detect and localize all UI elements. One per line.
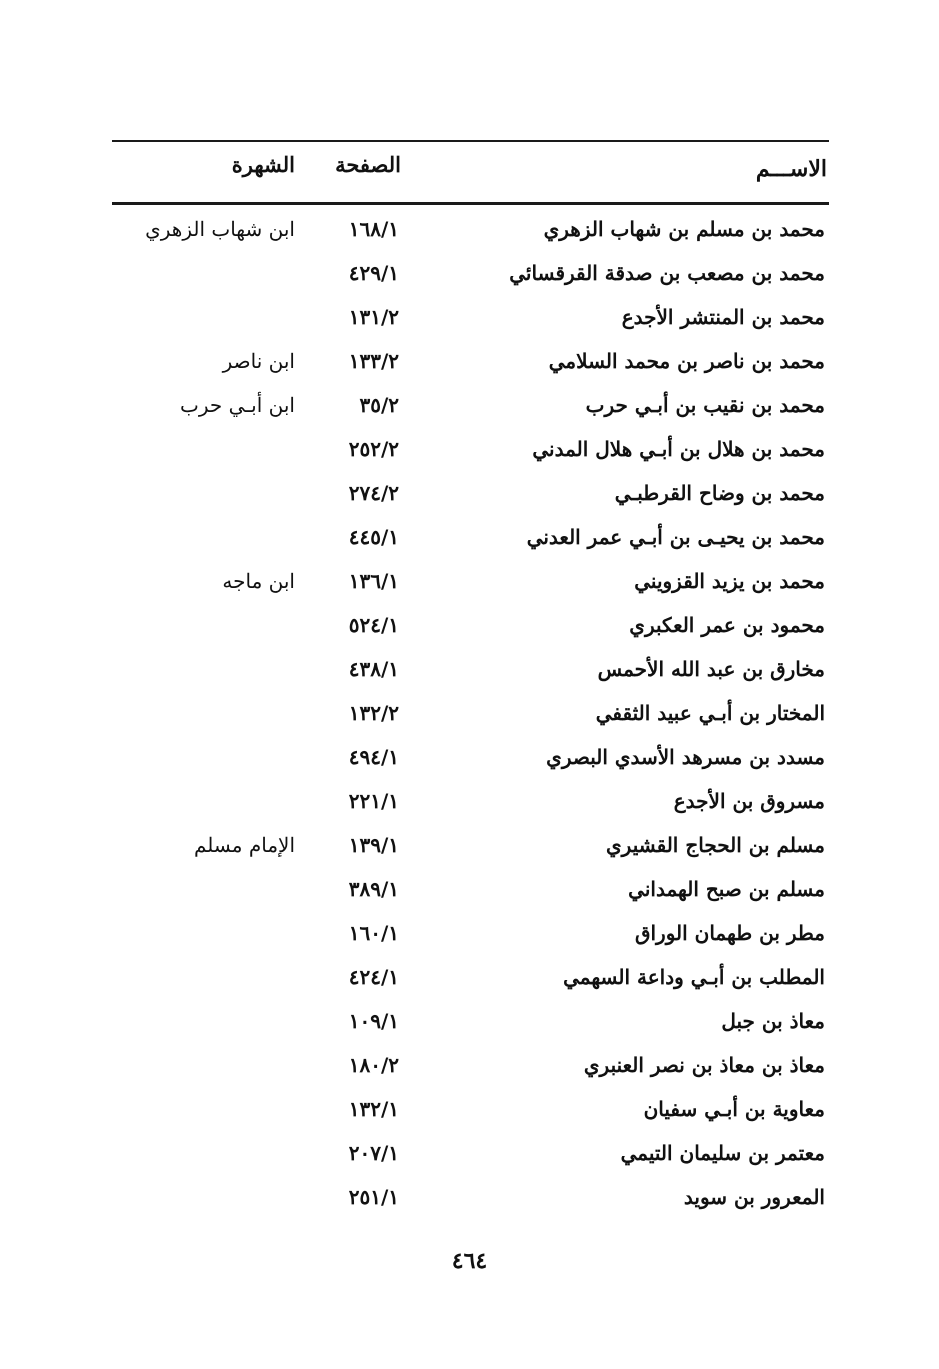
row-fame: ابن شهاب الزهري (145, 217, 295, 241)
table-row (112, 648, 829, 692)
row-name: المعرور بن سويد (683, 1185, 825, 1209)
row-name: محمد بن ناصر بن محمد السلامي (548, 349, 825, 373)
row-page: ٢٥٢/٢ (348, 437, 399, 461)
row-name: مسلم بن الحجاج القشيري (606, 833, 825, 857)
table-row (112, 1000, 829, 1044)
row-page: ١٣٦/١ (348, 569, 399, 593)
row-name: مخارق بن عبد الله الأحمس (597, 657, 825, 681)
table-row (112, 208, 829, 252)
row-name: معاوية بن أبـي سفيان (643, 1097, 825, 1121)
row-page: ١٣٢/١ (348, 1097, 399, 1121)
row-page: ٣٨٩/١ (348, 877, 399, 901)
table-row (112, 384, 829, 428)
table-row (112, 472, 829, 516)
header-page: الصفحة (335, 152, 401, 177)
table-row (112, 868, 829, 912)
row-name: محمد بن نقيب بن أبـي حرب (585, 393, 825, 417)
row-name: مسدد بن مسرهد الأسدي البصري (546, 745, 825, 769)
row-name: مطر بن طهمان الوراق (634, 921, 825, 945)
table-row (112, 428, 829, 472)
row-page: ٥٢٤/١ (348, 613, 399, 637)
row-name: معتمر بن سليمان التيمي (620, 1141, 825, 1165)
table-row (112, 560, 829, 604)
row-name: معاذ بن جبل (721, 1009, 825, 1033)
row-name: محمد بن يزيد القزويني (634, 569, 825, 593)
row-name: محمد بن يحيـى بن أبـي عمر العدني (526, 525, 825, 549)
table-header-rule (112, 202, 829, 205)
table-row (112, 912, 829, 956)
row-page: ٤٣٨/١ (348, 657, 399, 681)
table-row (112, 516, 829, 560)
row-name: محمد بن هلال بن أبـي هلال المدني (532, 437, 825, 461)
row-page: ١٦٨/١ (348, 217, 399, 241)
page-number: ٤٦٤ (451, 1248, 488, 1274)
row-name: معاذ بن معاذ بن نصر العنبري (583, 1053, 825, 1077)
row-fame: الإمام مسلم (194, 833, 295, 857)
row-fame: ابن أبـي حرب (180, 393, 295, 417)
table-row (112, 1044, 829, 1088)
row-page: ١٨٠/٢ (348, 1053, 399, 1077)
row-name: المطلب بن أبـي وداعة السهمي (563, 965, 825, 989)
row-page: ٤٤٥/١ (348, 525, 399, 549)
table-row (112, 824, 829, 868)
table-row (112, 956, 829, 1000)
row-page: ١٦٠/١ (348, 921, 399, 945)
header-name: الاســـم (755, 156, 827, 182)
row-name: مسلم بن صبح الهمداني (628, 877, 825, 901)
row-page: ٤٢٩/١ (348, 261, 399, 285)
table-body (112, 208, 829, 1220)
header-fame: الشهرة (231, 152, 295, 177)
table-row (112, 780, 829, 824)
table-row (112, 1176, 829, 1220)
row-name: محمود بن عمر العكبري (629, 613, 825, 637)
row-page: ١٠٩/١ (348, 1009, 399, 1033)
row-page: ٤٢٤/١ (348, 965, 399, 989)
row-page: ٤٩٤/١ (348, 745, 399, 769)
row-page: ٢٥١/١ (348, 1185, 399, 1209)
row-page: ١٣٣/٢ (348, 349, 399, 373)
row-name: المختار بن أبـي عبيد الثقفي (595, 701, 825, 725)
row-fame: ابن ماجه (222, 569, 295, 593)
table-row (112, 296, 829, 340)
row-name: محمد بن مسلم بن شهاب الزهري (543, 217, 825, 241)
row-page: ٢٧٤/٢ (348, 481, 399, 505)
table-row (112, 340, 829, 384)
table-row (112, 736, 829, 780)
table-row (112, 252, 829, 296)
table-header (112, 142, 829, 202)
table-row (112, 1132, 829, 1176)
table-row (112, 1088, 829, 1132)
row-page: ٣٥/٢ (359, 393, 399, 417)
row-name: مسروق بن الأجدع (673, 789, 825, 813)
table-row (112, 692, 829, 736)
row-page: ١٣١/٢ (348, 305, 399, 329)
table-row (112, 604, 829, 648)
row-fame: ابن ناصر (222, 349, 295, 373)
row-name: محمد بن وضاح القرطبـي (614, 481, 825, 505)
row-page: ١٣٢/٢ (348, 701, 399, 725)
row-page: ١٣٩/١ (348, 833, 399, 857)
row-page: ٢٢١/١ (348, 789, 399, 813)
row-name: محمد بن مصعب بن صدقة القرقسائي (509, 261, 825, 285)
row-name: محمد بن المنتشر الأجدع (621, 305, 825, 329)
row-page: ٢٠٧/١ (348, 1141, 399, 1165)
